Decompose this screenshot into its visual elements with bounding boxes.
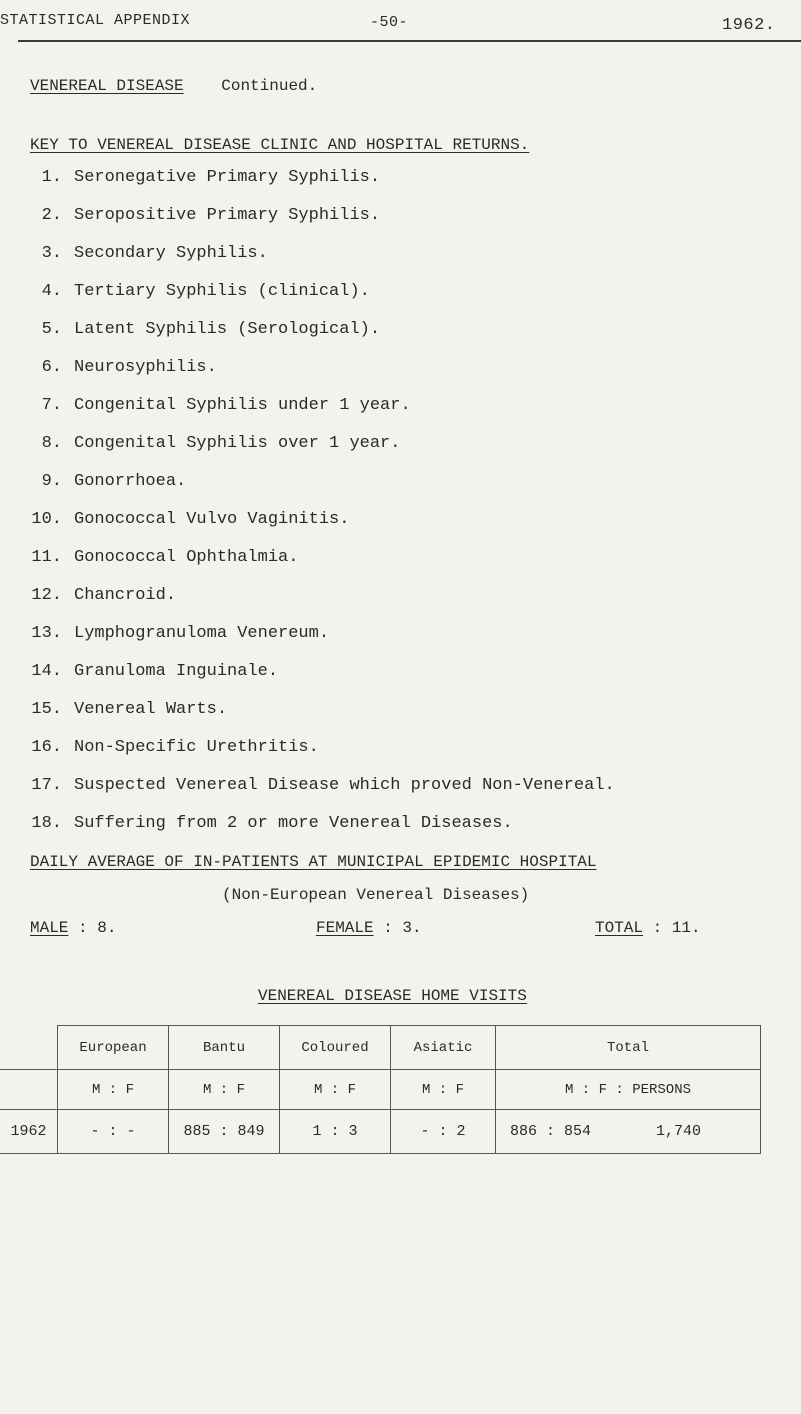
key-item xyxy=(10,358,615,396)
key-item-text: Secondary Syphilis. xyxy=(74,244,268,263)
female-value: : 3. xyxy=(383,919,422,937)
key-item-number: 5. xyxy=(41,320,62,339)
key-item-number: 8. xyxy=(41,434,62,453)
column-header-total: Total xyxy=(496,1026,761,1070)
key-item xyxy=(10,814,615,852)
column-header-bantu: Bantu xyxy=(169,1026,280,1070)
cell-total xyxy=(496,1110,761,1154)
key-item-text: Gonorrhoea. xyxy=(74,472,187,491)
key-item xyxy=(10,624,615,662)
cell-bantu: 885 : 849 xyxy=(169,1110,280,1154)
key-item-number: 15. xyxy=(31,700,62,719)
key-item-text: Gonococcal Vulvo Vaginitis. xyxy=(74,510,350,529)
daily-average-subheading: (Non-European Venereal Diseases) xyxy=(222,886,530,904)
key-item-number: 7. xyxy=(41,396,62,415)
key-item-number: 9. xyxy=(41,472,62,491)
subheader-european: M : F xyxy=(58,1070,169,1110)
key-heading: KEY TO VENEREAL DISEASE CLINIC AND HOSPITAL RETURNS. xyxy=(30,136,530,154)
key-item-number: 4. xyxy=(41,282,62,301)
key-item-text: Chancroid. xyxy=(74,586,177,605)
key-item xyxy=(10,776,615,814)
column-header-coloured: Coloured xyxy=(280,1026,391,1070)
key-item xyxy=(10,168,615,206)
key-item-text: Lymphogranuloma Venereum. xyxy=(74,624,330,643)
total-label: TOTAL xyxy=(595,919,644,937)
key-item-number: 13. xyxy=(31,624,62,643)
key-item-text: Neurosyphilis. xyxy=(74,358,217,377)
table-subheader-row xyxy=(0,1070,761,1110)
key-item xyxy=(10,510,615,548)
key-item xyxy=(10,548,615,586)
key-item-text: Seropositive Primary Syphilis. xyxy=(74,206,381,225)
home-visits-heading: VENEREAL DISEASE HOME VISITS xyxy=(258,987,527,1005)
key-item-text: Latent Syphilis (Serological). xyxy=(74,320,381,339)
key-item-text: Congenital Syphilis over 1 year. xyxy=(74,434,401,453)
page-number: -50- xyxy=(370,14,409,31)
male-value: : 8. xyxy=(78,919,117,937)
key-item-number: 12. xyxy=(31,586,62,605)
header-rule xyxy=(18,40,801,42)
total-average xyxy=(595,919,701,937)
daily-average-heading: DAILY AVERAGE OF IN-PATIENTS AT MUNICIPAL EPIDEMIC HOSPITAL xyxy=(30,853,597,871)
male-average xyxy=(30,919,116,937)
cell-european: - : - xyxy=(58,1110,169,1154)
key-item xyxy=(10,282,615,320)
appendix-label: STATISTICAL APPENDIX xyxy=(0,12,191,29)
key-item-number: 1. xyxy=(41,168,62,187)
key-item-text: Tertiary Syphilis (clinical). xyxy=(74,282,370,301)
key-item-text: Seronegative Primary Syphilis. xyxy=(74,168,381,187)
key-item-number: 6. xyxy=(41,358,62,377)
key-item xyxy=(10,434,615,472)
subheader-asiatic: M : F xyxy=(391,1070,496,1110)
key-item xyxy=(10,244,615,282)
key-item-number: 14. xyxy=(31,662,62,681)
key-item-number: 17. xyxy=(31,776,62,795)
key-item-text: Non-Specific Urethritis. xyxy=(74,738,319,757)
column-header-european: European xyxy=(58,1026,169,1070)
subheader-coloured: M : F xyxy=(280,1070,391,1110)
key-item xyxy=(10,206,615,244)
key-item-number: 11. xyxy=(31,548,62,567)
cell-total-persons: 1,740 xyxy=(656,1123,702,1140)
key-item xyxy=(10,472,615,510)
home-visits-table-wrapper xyxy=(0,1025,761,1154)
key-item-text: Gonococcal Ophthalmia. xyxy=(74,548,299,567)
key-item-number: 2. xyxy=(41,206,62,225)
table-header-row xyxy=(0,1026,761,1070)
table-corner xyxy=(0,1026,58,1070)
subheader-total: M : F : PERSONS xyxy=(496,1070,761,1110)
key-item-number: 18. xyxy=(31,814,62,833)
key-item xyxy=(10,320,615,358)
subheader-bantu: M : F xyxy=(169,1070,280,1110)
cell-total-mf: 886 : 854 xyxy=(510,1123,592,1140)
column-header-asiatic: Asiatic xyxy=(391,1026,496,1070)
key-item-text: Granuloma Inguinale. xyxy=(74,662,279,681)
key-item-text: Venereal Warts. xyxy=(74,700,228,719)
section-title xyxy=(30,77,317,95)
row-label: 1962 xyxy=(0,1110,58,1154)
female-label: FEMALE xyxy=(316,919,374,937)
key-item-text: Suffering from 2 or more Venereal Diseases. xyxy=(74,814,513,833)
key-list xyxy=(10,168,615,852)
key-item-text: Suspected Venereal Disease which proved Non-Venereal. xyxy=(74,776,615,795)
section-title-main: VENEREAL DISEASE xyxy=(30,77,184,95)
key-item xyxy=(10,662,615,700)
home-visits-table xyxy=(0,1025,761,1154)
key-item xyxy=(10,396,615,434)
key-item-number: 16. xyxy=(31,738,62,757)
key-item xyxy=(10,738,615,776)
key-item-number: 10. xyxy=(31,510,62,529)
cell-asiatic: - : 2 xyxy=(391,1110,496,1154)
male-label: MALE xyxy=(30,919,69,937)
cell-coloured: 1 : 3 xyxy=(280,1110,391,1154)
key-item xyxy=(10,586,615,624)
table-row xyxy=(0,1110,761,1154)
key-item-number: 3. xyxy=(41,244,62,263)
female-average xyxy=(316,919,422,937)
section-title-continued: Continued. xyxy=(221,77,318,95)
year-label: 1962. xyxy=(722,16,776,35)
key-item xyxy=(10,700,615,738)
key-item-text: Congenital Syphilis under 1 year. xyxy=(74,396,411,415)
total-value: : 11. xyxy=(652,919,701,937)
table-corner xyxy=(0,1070,58,1110)
